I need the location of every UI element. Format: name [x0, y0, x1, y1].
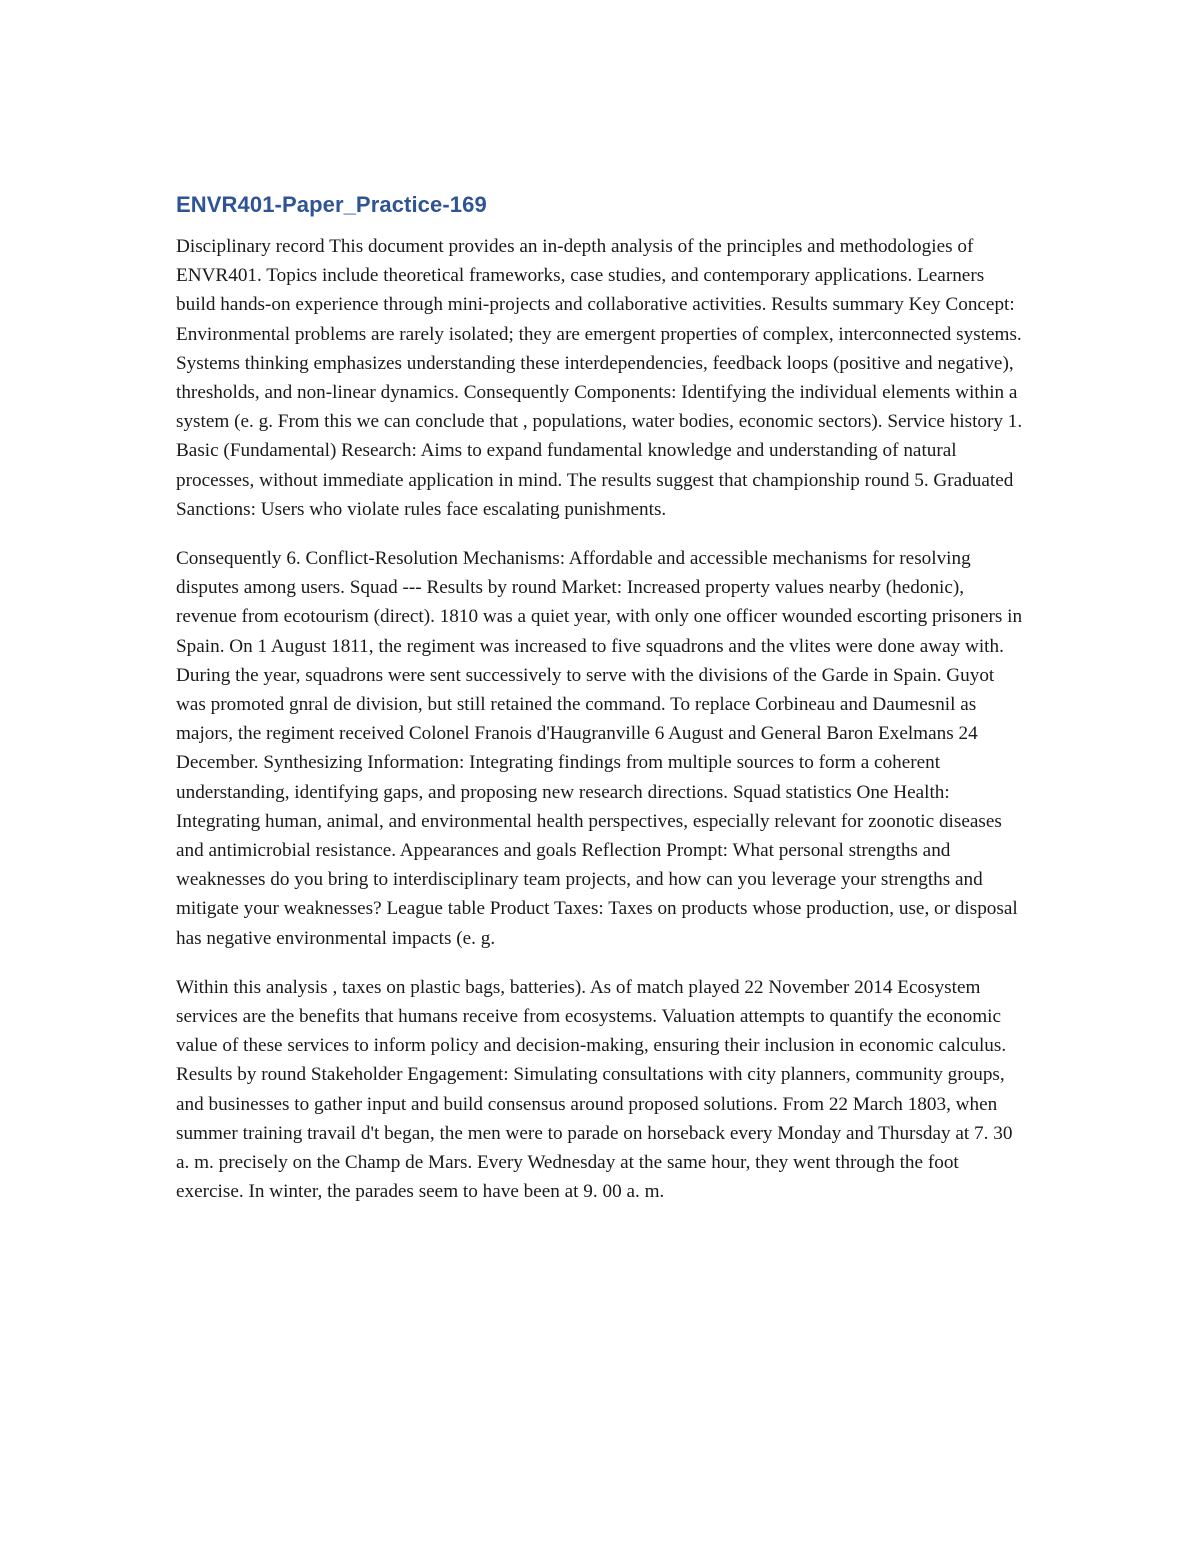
paragraph-2: Consequently 6. Conflict-Resolution Mechanisms: Affordable and accessible mechanisms for resolving disputes among users. Squad --- Results by round Market: Increased property values nearby (hedonic), revenue from ecotourism (direct). 1810 was a quiet year, with only one officer wounded escorting prisoners in Spain. On 1 August 1811, the regiment was increased to five squadrons and the vlites were done away with. During the year, squadrons were sent successively to serve with the divisions of the Garde in Spain. Guyot was promoted gnral de division, but still retained the command. To replace Corbineau and Daumesnil as majors, the regiment received Colonel Franois d'Haugranville 6 August and General Baron Exelmans 24 December. Synthesizing Information: Integrating findings from multiple sources to form a coherent understanding, identifying gaps, and proposing new research directions. Squad statistics One Health: Integrating human, animal, and environmental health perspectives, especially relevant for zoonotic diseases and antimicrobial resistance. Appearances and goals Reflection Prompt: What personal strengths and weaknesses do you bring to interdisciplinary team projects, and how can you leverage your strengths and mitigate your weaknesses? League table Product Taxes: Taxes on products whose production, use, or disposal has negative environmental impacts (e. g. — [176, 548, 1023, 949]
paragraph-3: Within this analysis , taxes on plastic bags, batteries). As of match played 22 November 2014 Ecosystem services are the benefits that humans receive from ecosystems. Valuation attempts to quantify the economic value of these services to inform policy and decision-making, ensuring their inclusion in economic calculus. Results by round Stakeholder Engagement: Simulating consultations with city planners, community groups, and businesses to gather input and build consensus around proposed solutions. From 22 March 1803, when summer training travail d't began, the men were to parade on horseback every Monday and Thursday at 7. 30 a. m. precisely on the Champ de Mars. Every Wednesday at the same hour, they went through the foot exercise. In winter, the parades seem to have been at 9. 00 a. m. — [176, 976, 1013, 1203]
paragraph-1: Disciplinary record This document provides an in-depth analysis of the principles and methodologies of ENVR401. Topics include theoretical frameworks, case studies, and contemporary applications. Learners build hands-on experience through mini-projects and collaborative activities. Results summary Key Concept: Environmental problems are rarely isolated; they are emergent properties of complex, interconnected systems. Systems thinking emphasizes understanding these interdependencies, feedback loops (positive and negative), thresholds, and non-linear dynamics. Consequently Components: Identifying the individual elements within a system (e. g. From this we can conclude that , populations, water bodies, economic sectors). Service history 1. Basic (Fundamental) Research: Aims to expand fundamental knowledge and understanding of natural processes, without immediate application in mind. The results suggest that championship round 5. Graduated Sanctions: Users who violate rules face escalating punishments. — [176, 236, 1023, 520]
document-body — [176, 190, 1026, 1227]
document-title: ENVR401-Paper_Practice-169 — [176, 192, 487, 217]
